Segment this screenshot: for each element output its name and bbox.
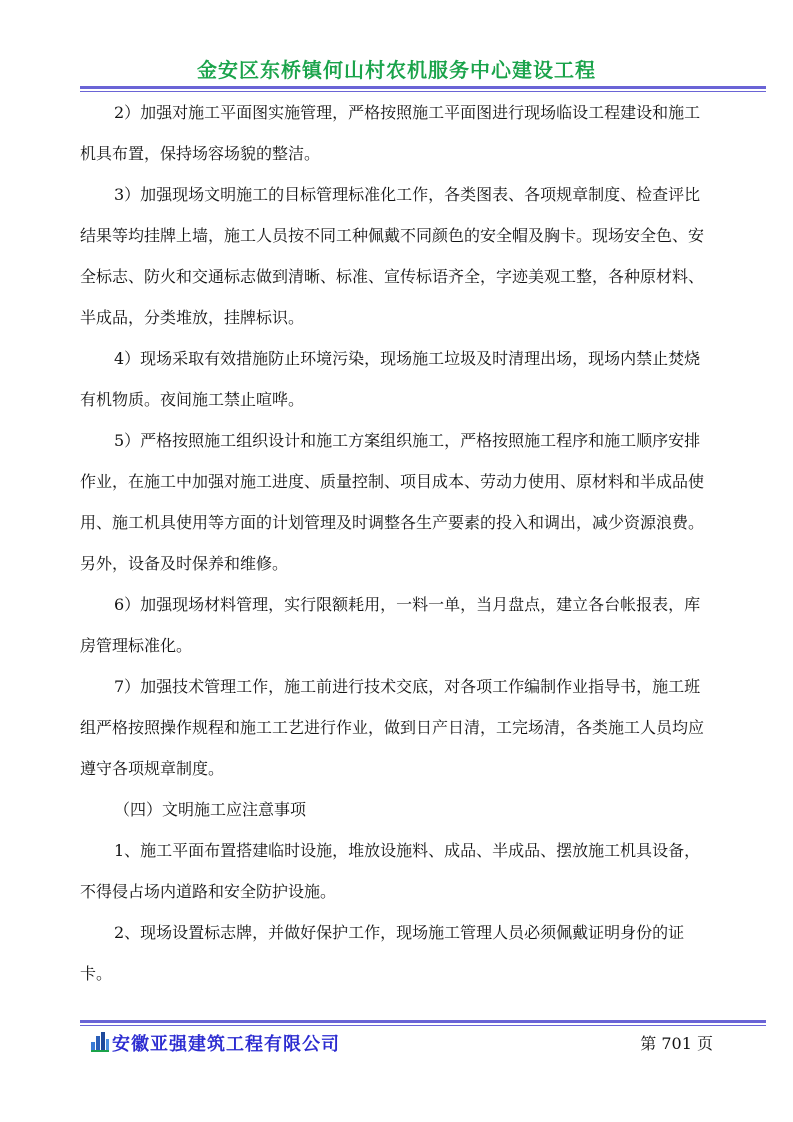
paragraph-item-7: 7）加强技术管理工作，施工前进行技术交底，对各项工作编制作业指导书，施工班组严格按照操作规程和施工工艺进行作业，做到日产日清，工完场清，各类施工人员均应遵守各项规章制度。 [80, 677, 705, 778]
paragraph-rule-1: 1、施工平面布置搭建临时设施，堆放设施料、成品、半成品、摆放施工机具设备，不得侵占场内道路和安全防护设施。 [80, 841, 701, 901]
document-body [80, 92, 716, 994]
section-heading: （四）文明施工应注意事项 [114, 800, 307, 819]
paragraph-rule-2: 2、现场设置标志牌，并做好保护工作，现场施工管理人员必须佩戴证明身份的证卡。 [80, 923, 685, 983]
paragraph-item-3: 3）加强现场文明施工的目标管理标准化工作，各类图表、各项规章制度、检查评比结果等均挂牌上墙，施工人员按不同工种佩戴不同颜色的安全帽及胸卡。现场安全色、安全标志、防火和交通标志做到清晰、标准、宣传标语齐全，字迹美观工整，各种原材料、半成品，分类堆放，挂牌标识。 [80, 185, 705, 327]
paragraph-item-5: 5）严格按照施工组织设计和施工方案组织施工，严格按照施工程序和施工顺序安排作业，在施工中加强对施工进度、质量控制、项目成本、劳动力使用、原材料和半成品使用、施工机具使用等方面的计划管理及时调整各生产要素的投入和调出，减少资源浪费。另外，设备及时保养和维修。 [80, 431, 705, 573]
document-header-title: 金安区东桥镇何山村农机服务中心建设工程 [197, 58, 596, 82]
footer-rule-thick [80, 1020, 766, 1023]
footer-company-name: 安徽亚强建筑工程有限公司 [112, 1034, 340, 1055]
paragraph-item-4: 4）现场采取有效措施防止环境污染，现场施工垃圾及时清理出场，现场内禁止焚烧有机物质。夜间施工禁止喧哗。 [80, 349, 701, 409]
building-logo-icon [91, 1032, 109, 1052]
paragraph-item-6: 6）加强现场材料管理，实行限额耗用，一料一单，当月盘点，建立各台帐报表，库房管理标准化。 [80, 595, 701, 655]
footer-rule-thin [80, 1025, 766, 1026]
paragraph-item-2: 2）加强对施工平面图实施管理，严格按照施工平面图进行现场临设工程建设和施工机具布置，保持场容场貌的整洁。 [80, 103, 701, 163]
page-number: 第 701 页 [640, 1034, 713, 1053]
header-rule-thick [80, 86, 766, 89]
